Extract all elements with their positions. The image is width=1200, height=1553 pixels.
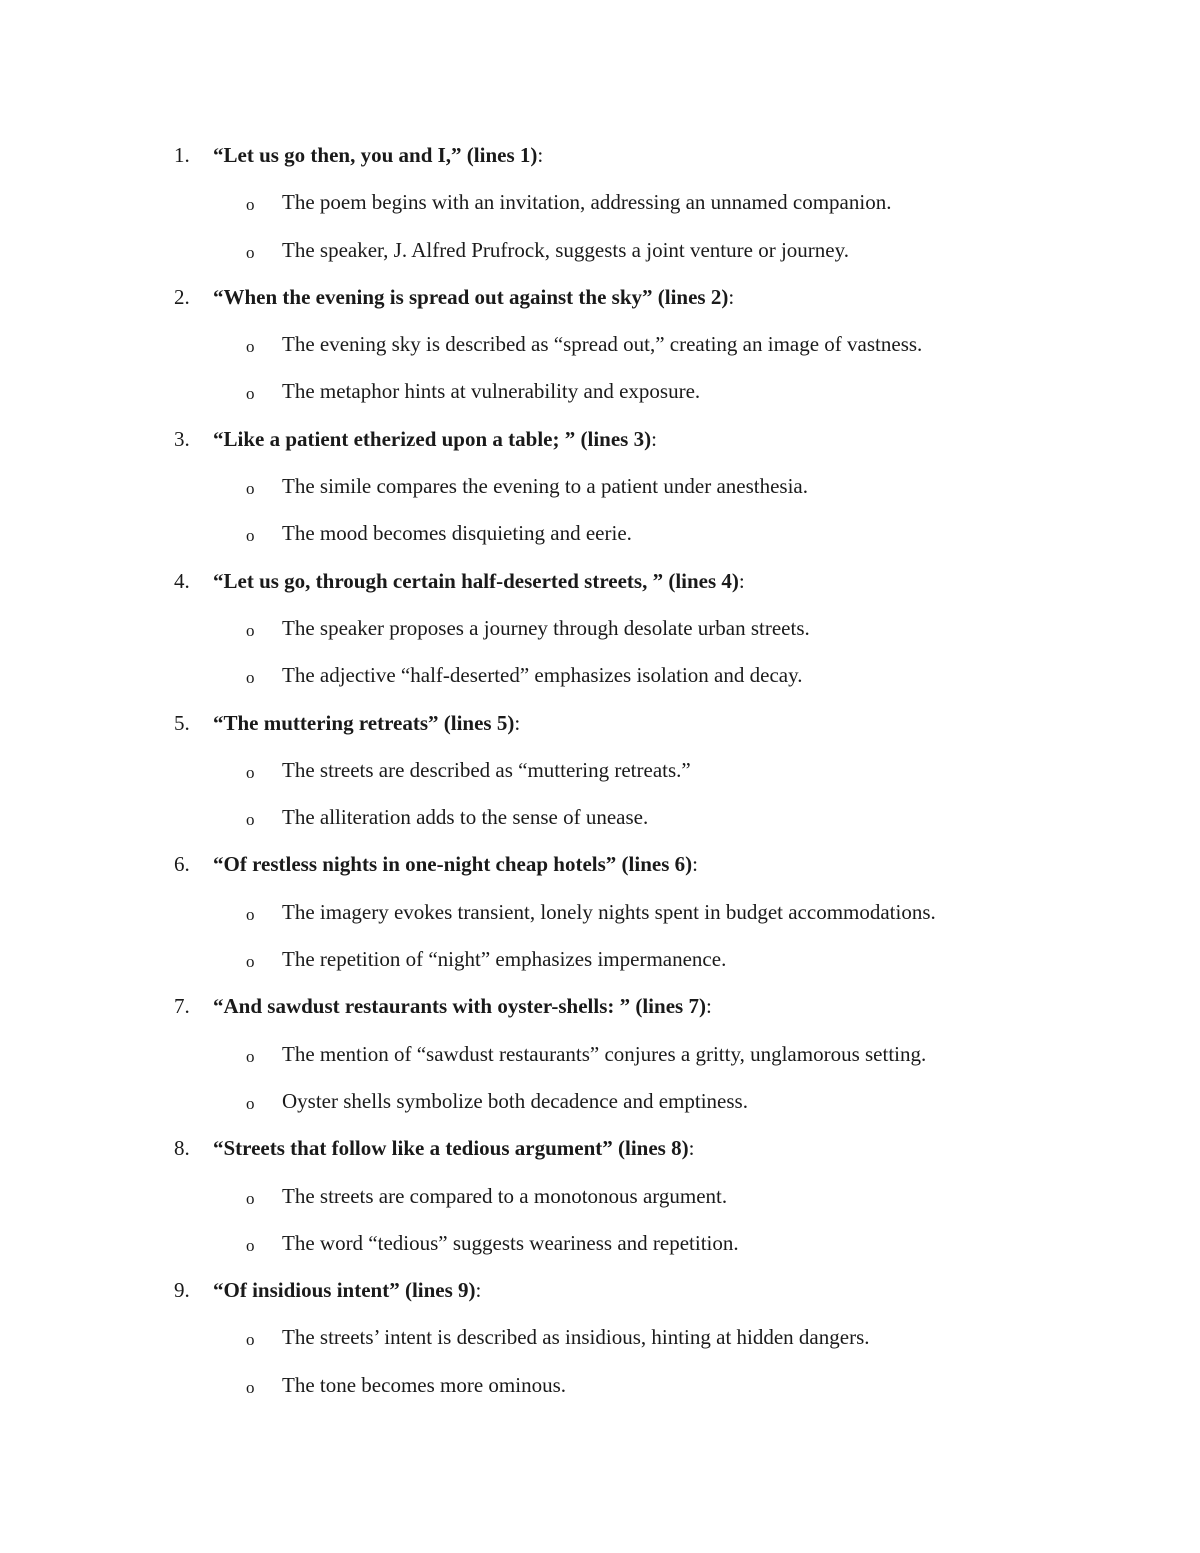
item-heading bbox=[0, 1267, 1200, 1314]
item-heading bbox=[0, 700, 1200, 747]
quoted-line: “When the evening is spread out against the sky” (lines 2) bbox=[213, 284, 729, 309]
note-text: The mood becomes disquieting and eerie. bbox=[282, 521, 632, 546]
bullet-icon: o bbox=[246, 952, 255, 972]
item-heading bbox=[0, 983, 1200, 1030]
item-number: 8. bbox=[174, 1136, 190, 1161]
note-text: The adjective “half-deserted” emphasizes isolation and decay. bbox=[282, 663, 803, 688]
sub-bullet bbox=[0, 1031, 1200, 1078]
sub-bullet bbox=[0, 1173, 1200, 1220]
item-heading bbox=[0, 841, 1200, 888]
bullet-icon: o bbox=[246, 526, 255, 546]
quoted-line: “Of insidious intent” (lines 9) bbox=[213, 1278, 476, 1303]
list-item bbox=[0, 700, 1200, 842]
note-text: Oyster shells symbolize both decadence and emptiness. bbox=[282, 1088, 748, 1113]
list-item bbox=[0, 983, 1200, 1125]
note-text: The metaphor hints at vulnerability and exposure. bbox=[282, 379, 701, 404]
sub-bullet bbox=[0, 1078, 1200, 1125]
bullet-icon: o bbox=[246, 904, 255, 924]
list-item bbox=[0, 132, 1200, 274]
sub-bullet bbox=[0, 368, 1200, 415]
note-text: The imagery evokes transient, lonely nights spent in budget accommodations. bbox=[282, 899, 936, 924]
sub-bullet bbox=[0, 936, 1200, 983]
quoted-line: “Let us go, through certain half-deserted streets, ” (lines 4) bbox=[213, 568, 739, 593]
list-item bbox=[0, 1125, 1200, 1267]
heading-colon: : bbox=[688, 1136, 695, 1161]
sub-bullet bbox=[0, 794, 1200, 841]
item-heading bbox=[0, 274, 1200, 321]
bullet-icon: o bbox=[246, 620, 255, 640]
list-item bbox=[0, 274, 1200, 416]
sub-bullet bbox=[0, 605, 1200, 652]
sub-bullet bbox=[0, 1362, 1200, 1409]
bullet-icon: o bbox=[246, 1377, 255, 1397]
analysis-list bbox=[0, 132, 1200, 1409]
sub-bullet bbox=[0, 1314, 1200, 1361]
heading-colon: : bbox=[475, 1278, 482, 1303]
bullet-icon: o bbox=[246, 762, 255, 782]
sub-bullet bbox=[0, 889, 1200, 936]
quoted-line: “Let us go then, you and I,” (lines 1) bbox=[213, 143, 538, 167]
sub-bullet bbox=[0, 747, 1200, 794]
note-text: The alliteration adds to the sense of unease. bbox=[282, 805, 649, 830]
bullet-icon: o bbox=[246, 242, 255, 262]
quoted-line: “Of restless nights in one-night cheap hotels” (lines 6) bbox=[213, 852, 693, 877]
sub-bullet bbox=[0, 227, 1200, 274]
note-text: The repetition of “night” emphasizes impermanence. bbox=[282, 947, 727, 972]
list-item bbox=[0, 558, 1200, 700]
sub-bullet bbox=[0, 1220, 1200, 1267]
list-item bbox=[0, 416, 1200, 558]
quoted-line: “Like a patient etherized upon a table; ” (lines 3) bbox=[213, 426, 652, 451]
bullet-icon: o bbox=[246, 1235, 255, 1255]
bullet-icon: o bbox=[246, 1188, 255, 1208]
sub-bullet bbox=[0, 321, 1200, 368]
bullet-icon: o bbox=[246, 1330, 255, 1350]
item-number: 3. bbox=[174, 426, 190, 451]
note-text: The speaker, J. Alfred Prufrock, suggests a joint venture or journey. bbox=[282, 237, 849, 262]
bullet-icon: o bbox=[246, 195, 255, 215]
list-item bbox=[0, 841, 1200, 983]
list-item bbox=[0, 1267, 1200, 1409]
bullet-icon: o bbox=[246, 479, 255, 499]
bullet-icon: o bbox=[246, 337, 255, 357]
note-text: The speaker proposes a journey through desolate urban streets. bbox=[282, 615, 810, 640]
sub-bullet bbox=[0, 463, 1200, 510]
bullet-icon: o bbox=[246, 1093, 255, 1113]
item-number: 9. bbox=[174, 1278, 190, 1303]
heading-colon: : bbox=[728, 284, 735, 309]
item-number: 7. bbox=[174, 994, 190, 1019]
note-text: The streets are described as “muttering retreats.” bbox=[282, 757, 691, 782]
heading-colon: : bbox=[537, 143, 544, 167]
heading-colon: : bbox=[692, 852, 698, 877]
note-text: The simile compares the evening to a patient under anesthesia. bbox=[282, 474, 808, 499]
bullet-icon: o bbox=[246, 384, 255, 404]
note-text: The mention of “sawdust restaurants” conjures a gritty, unglamorous setting. bbox=[282, 1041, 927, 1066]
note-text: The poem begins with an invitation, addressing an unnamed companion. bbox=[282, 190, 892, 215]
heading-colon: : bbox=[738, 568, 745, 593]
note-text: The tone becomes more ominous. bbox=[282, 1372, 567, 1397]
quoted-line: “Streets that follow like a tedious argument” (lines 8) bbox=[213, 1136, 689, 1161]
sub-bullet bbox=[0, 652, 1200, 699]
quoted-line: “And sawdust restaurants with oyster-shells: ” (lines 7) bbox=[213, 994, 706, 1019]
item-heading bbox=[0, 416, 1200, 463]
heading-colon: : bbox=[705, 994, 712, 1019]
note-text: The streets are compared to a monotonous argument. bbox=[282, 1183, 728, 1208]
bullet-icon: o bbox=[246, 668, 255, 688]
sub-bullet bbox=[0, 510, 1200, 557]
item-heading bbox=[0, 1125, 1200, 1172]
item-heading bbox=[0, 558, 1200, 605]
quoted-line: “The muttering retreats” (lines 5) bbox=[213, 710, 515, 735]
bullet-icon: o bbox=[246, 1046, 255, 1066]
note-text: The word “tedious” suggests weariness and repetition. bbox=[282, 1230, 739, 1255]
heading-colon: : bbox=[514, 710, 521, 735]
item-heading bbox=[0, 132, 1200, 179]
item-number: 4. bbox=[174, 568, 190, 593]
heading-colon: : bbox=[651, 426, 657, 451]
item-number: 6. bbox=[174, 852, 190, 877]
note-text: The streets’ intent is described as insidious, hinting at hidden dangers. bbox=[282, 1325, 870, 1350]
item-number: 2. bbox=[174, 284, 190, 309]
note-text: The evening sky is described as “spread out,” creating an image of vastness. bbox=[282, 332, 923, 357]
sub-bullet bbox=[0, 179, 1200, 226]
item-number: 5. bbox=[174, 710, 190, 735]
item-number: 1. bbox=[174, 143, 190, 167]
bullet-icon: o bbox=[246, 810, 255, 830]
